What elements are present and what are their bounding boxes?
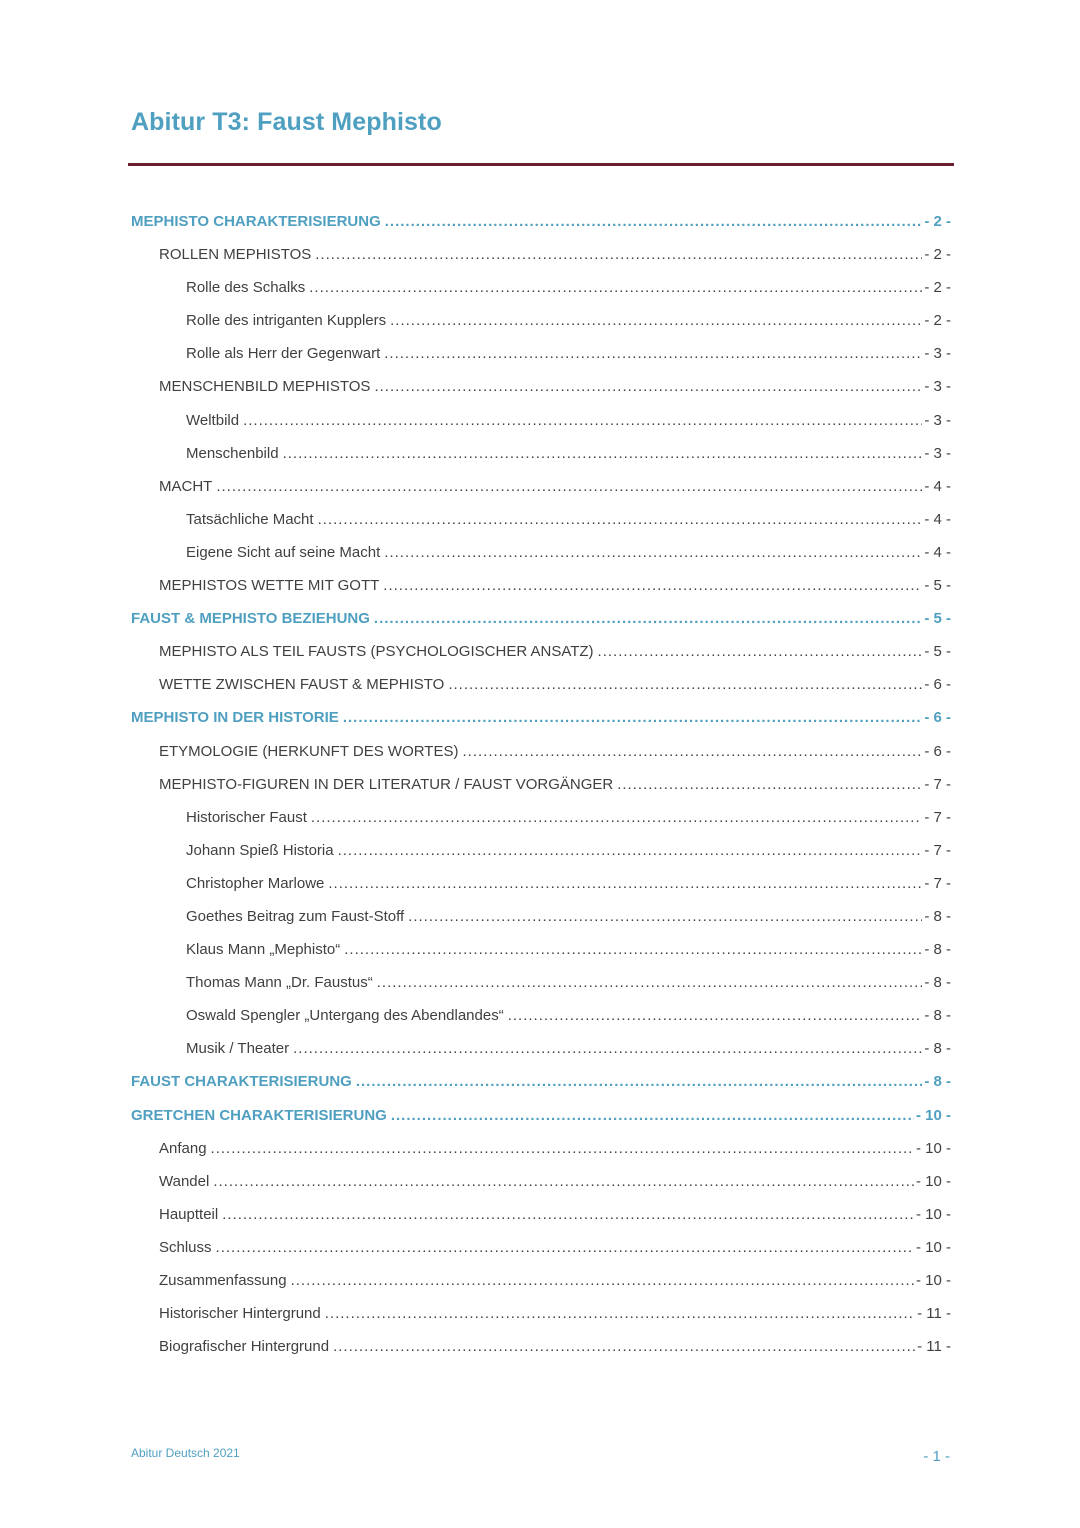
toc-entry-page: - 10 -: [915, 1172, 951, 1190]
toc-entry-label: Weltbild: [186, 411, 240, 429]
toc-entry-level-2[interactable]: [131, 1264, 951, 1297]
toc-entry-page: - 10 -: [915, 1106, 951, 1124]
toc-entry-level-2[interactable]: [131, 370, 951, 403]
toc-entry-page: - 8 -: [924, 1040, 951, 1058]
toc-entry-label: Historischer Faust: [186, 808, 307, 826]
toc-dot-leader: [293, 1032, 922, 1065]
toc-entry-label: Oswald Spengler „Untergang des Abendlandes“: [186, 1007, 504, 1025]
toc-dot-leader: [222, 1198, 914, 1231]
toc-entry-level-3[interactable]: [131, 536, 951, 569]
toc-entry-page: - 2 -: [924, 279, 951, 297]
footer-text: Abitur Deutsch 2021: [131, 1446, 240, 1460]
toc-entry-level-1[interactable]: [131, 205, 951, 238]
toc-dot-leader: [291, 1264, 914, 1297]
toc-entry-label: GRETCHEN CHARAKTERISIERUNG: [131, 1106, 387, 1124]
toc-entry-label: Musik / Theater: [186, 1040, 290, 1058]
toc-entry-level-3[interactable]: [131, 933, 951, 966]
toc-entry-level-3[interactable]: [131, 304, 951, 337]
toc-dot-leader: [216, 1231, 914, 1264]
toc-entry-page: - 11 -: [917, 1305, 951, 1323]
toc-dot-leader: [283, 437, 923, 470]
toc-entry-page: - 6 -: [924, 742, 951, 760]
toc-entry-page: - 7 -: [924, 775, 951, 793]
toc-entry-page: - 2 -: [924, 246, 951, 264]
toc-dot-leader: [508, 999, 923, 1032]
toc-entry-level-1[interactable]: [131, 602, 951, 635]
toc-dot-leader: [617, 768, 922, 801]
toc-entry-level-3[interactable]: [131, 999, 951, 1032]
toc-entry-label: ROLLEN MEPHISTOS: [159, 246, 312, 264]
toc-entry-page: - 11 -: [917, 1338, 951, 1356]
toc-entry-label: Hauptteil: [159, 1205, 219, 1223]
toc-dot-leader: [384, 536, 922, 569]
toc-entry-level-2[interactable]: [131, 1198, 951, 1231]
toc-entry-label: Rolle des Schalks: [186, 279, 306, 297]
toc-dot-leader: [356, 1065, 922, 1098]
toc-entry-level-3[interactable]: [131, 1032, 951, 1065]
toc-entry-page: - 10 -: [915, 1238, 951, 1256]
toc-entry-level-3[interactable]: [131, 337, 951, 370]
toc-entry-level-2[interactable]: [131, 569, 951, 602]
toc-dot-leader: [384, 337, 922, 370]
toc-entry-page: - 6 -: [924, 709, 951, 727]
toc-entry-page: - 6 -: [924, 676, 951, 694]
toc-dot-leader: [325, 1297, 915, 1330]
toc-dot-leader: [213, 1165, 914, 1198]
toc-entry-label: Zusammenfassung: [159, 1272, 287, 1289]
toc-entry-label: Tatsächliche Macht: [186, 510, 314, 528]
toc-dot-leader: [318, 503, 923, 536]
toc-entry-label: Johann Spieß Historia: [186, 841, 334, 859]
toc-entry-level-2[interactable]: [131, 768, 951, 801]
toc-entry-label: Anfang: [159, 1139, 207, 1157]
toc-dot-leader: [211, 1132, 914, 1165]
toc-dot-leader: [462, 735, 922, 768]
toc-dot-leader: [390, 304, 922, 337]
toc-entry-label: Historischer Hintergrund: [159, 1305, 321, 1323]
toc-entry-page: - 5 -: [924, 577, 951, 595]
toc-entry-page: - 4 -: [924, 477, 951, 495]
toc-dot-leader: [338, 834, 923, 867]
toc-entry-page: - 7 -: [924, 808, 951, 826]
toc-entry-level-3[interactable]: [131, 966, 951, 999]
toc-entry-page: - 2 -: [924, 312, 951, 330]
toc-entry-page: - 3 -: [924, 444, 951, 462]
toc-entry-page: - 4 -: [924, 510, 951, 528]
toc-entry-level-2[interactable]: [131, 635, 951, 668]
toc-entry-level-2[interactable]: [131, 735, 951, 768]
toc-entry-level-2[interactable]: [131, 238, 951, 271]
toc-dot-leader: [391, 1099, 914, 1132]
toc-entry-level-2[interactable]: [131, 1165, 951, 1198]
toc-entry-page: - 7 -: [924, 841, 951, 859]
toc-entry-level-3[interactable]: [131, 271, 951, 304]
toc-entry-level-3[interactable]: [131, 834, 951, 867]
toc-entry-label: MEPHISTO CHARAKTERISIERUNG: [131, 213, 381, 230]
toc-dot-leader: [343, 701, 923, 734]
toc-entry-page: - 7 -: [924, 874, 951, 892]
toc-entry-label: MACHT: [159, 477, 213, 495]
toc-entry-label: FAUST & MEPHISTO BEZIEHUNG: [131, 610, 370, 628]
toc-entry-label: MEPHISTO IN DER HISTORIE: [131, 709, 339, 727]
toc-dot-leader: [216, 470, 922, 503]
toc-dot-leader: [333, 1330, 915, 1363]
toc-entry-label: Goethes Beitrag zum Faust-Stoff: [186, 907, 405, 925]
toc-entry-page: - 2 -: [924, 213, 951, 230]
toc-entry-label: MEPHISTOS WETTE MIT GOTT: [159, 577, 380, 595]
toc-dot-leader: [448, 668, 922, 701]
toc-entry-label: Christopher Marlowe: [186, 874, 325, 892]
toc-entry-level-1[interactable]: [131, 1065, 951, 1098]
title-divider: [128, 163, 954, 166]
toc-entry-label: WETTE ZWISCHEN FAUST & MEPHISTO: [159, 676, 445, 694]
toc-dot-leader: [344, 933, 922, 966]
toc-entry-level-2[interactable]: [131, 668, 951, 701]
toc-entry-label: Rolle des intriganten Kupplers: [186, 312, 387, 330]
footer-page-number: - 1 -: [923, 1448, 950, 1465]
table-of-contents: [131, 205, 951, 1363]
toc-entry-label: Schluss: [159, 1238, 212, 1256]
toc-entry-label: Rolle als Herr der Gegenwart: [186, 345, 381, 363]
toc-entry-level-2[interactable]: [131, 1231, 951, 1264]
toc-entry-label: Menschenbild: [186, 444, 279, 462]
toc-entry-label: MENSCHENBILD MEPHISTOS: [159, 378, 371, 396]
toc-entry-level-3[interactable]: [131, 503, 951, 536]
toc-entry-level-1[interactable]: [131, 701, 951, 734]
toc-dot-leader: [383, 569, 922, 602]
toc-entry-label: MEPHISTO-FIGUREN IN DER LITERATUR / FAUST VORGÄNGER: [159, 775, 614, 793]
toc-entry-page: - 3 -: [924, 345, 951, 363]
toc-entry-page: - 10 -: [915, 1205, 951, 1223]
toc-entry-level-3[interactable]: [131, 801, 951, 834]
toc-entry-page: - 3 -: [924, 378, 951, 396]
toc-dot-leader: [311, 801, 922, 834]
toc-entry-page: - 8 -: [924, 941, 951, 959]
toc-entry-page: - 8 -: [924, 1073, 951, 1091]
toc-dot-leader: [385, 205, 923, 238]
toc-entry-label: Wandel: [159, 1172, 210, 1190]
page-title: Abitur T3: Faust Mephisto: [131, 108, 442, 136]
toc-dot-leader: [377, 966, 923, 999]
toc-entry-label: Eigene Sicht auf seine Macht: [186, 543, 381, 561]
toc-entry-label: MEPHISTO ALS TEIL FAUSTS (PSYCHOLOGISCHER ANSATZ): [159, 643, 594, 661]
toc-entry-page: - 5 -: [924, 610, 951, 628]
toc-entry-level-2[interactable]: [131, 470, 951, 503]
toc-entry-level-3[interactable]: [131, 437, 951, 470]
toc-entry-page: - 8 -: [924, 974, 951, 992]
toc-entry-page: - 5 -: [924, 643, 951, 661]
toc-dot-leader: [309, 271, 922, 304]
toc-entry-label: FAUST CHARAKTERISIERUNG: [131, 1073, 352, 1091]
toc-entry-page: - 10 -: [915, 1139, 951, 1157]
toc-entry-page: - 8 -: [924, 1007, 951, 1025]
toc-dot-leader: [328, 867, 922, 900]
toc-entry-label: Thomas Mann „Dr. Faustus“: [186, 974, 373, 992]
toc-entry-level-2[interactable]: [131, 1297, 951, 1330]
toc-dot-leader: [315, 238, 922, 271]
toc-entry-page: - 10 -: [915, 1272, 951, 1289]
toc-entry-page: - 8 -: [924, 907, 951, 925]
toc-entry-label: Biografischer Hintergrund: [159, 1338, 330, 1356]
toc-entry-label: ETYMOLOGIE (HERKUNFT DES WORTES): [159, 742, 459, 760]
toc-dot-leader: [408, 900, 922, 933]
toc-entry-level-1[interactable]: [131, 1099, 951, 1132]
toc-entry-page: - 4 -: [924, 543, 951, 561]
toc-entry-level-3[interactable]: [131, 404, 951, 437]
toc-entry-level-3[interactable]: [131, 900, 951, 933]
toc-dot-leader: [598, 635, 923, 668]
toc-dot-leader: [243, 404, 922, 437]
toc-dot-leader: [374, 602, 922, 635]
toc-entry-level-2[interactable]: [131, 1132, 951, 1165]
toc-dot-leader: [374, 370, 922, 403]
toc-entry-level-2[interactable]: [131, 1330, 951, 1363]
toc-entry-page: - 3 -: [924, 411, 951, 429]
toc-entry-label: Klaus Mann „Mephisto“: [186, 941, 341, 959]
toc-entry-level-3[interactable]: [131, 867, 951, 900]
